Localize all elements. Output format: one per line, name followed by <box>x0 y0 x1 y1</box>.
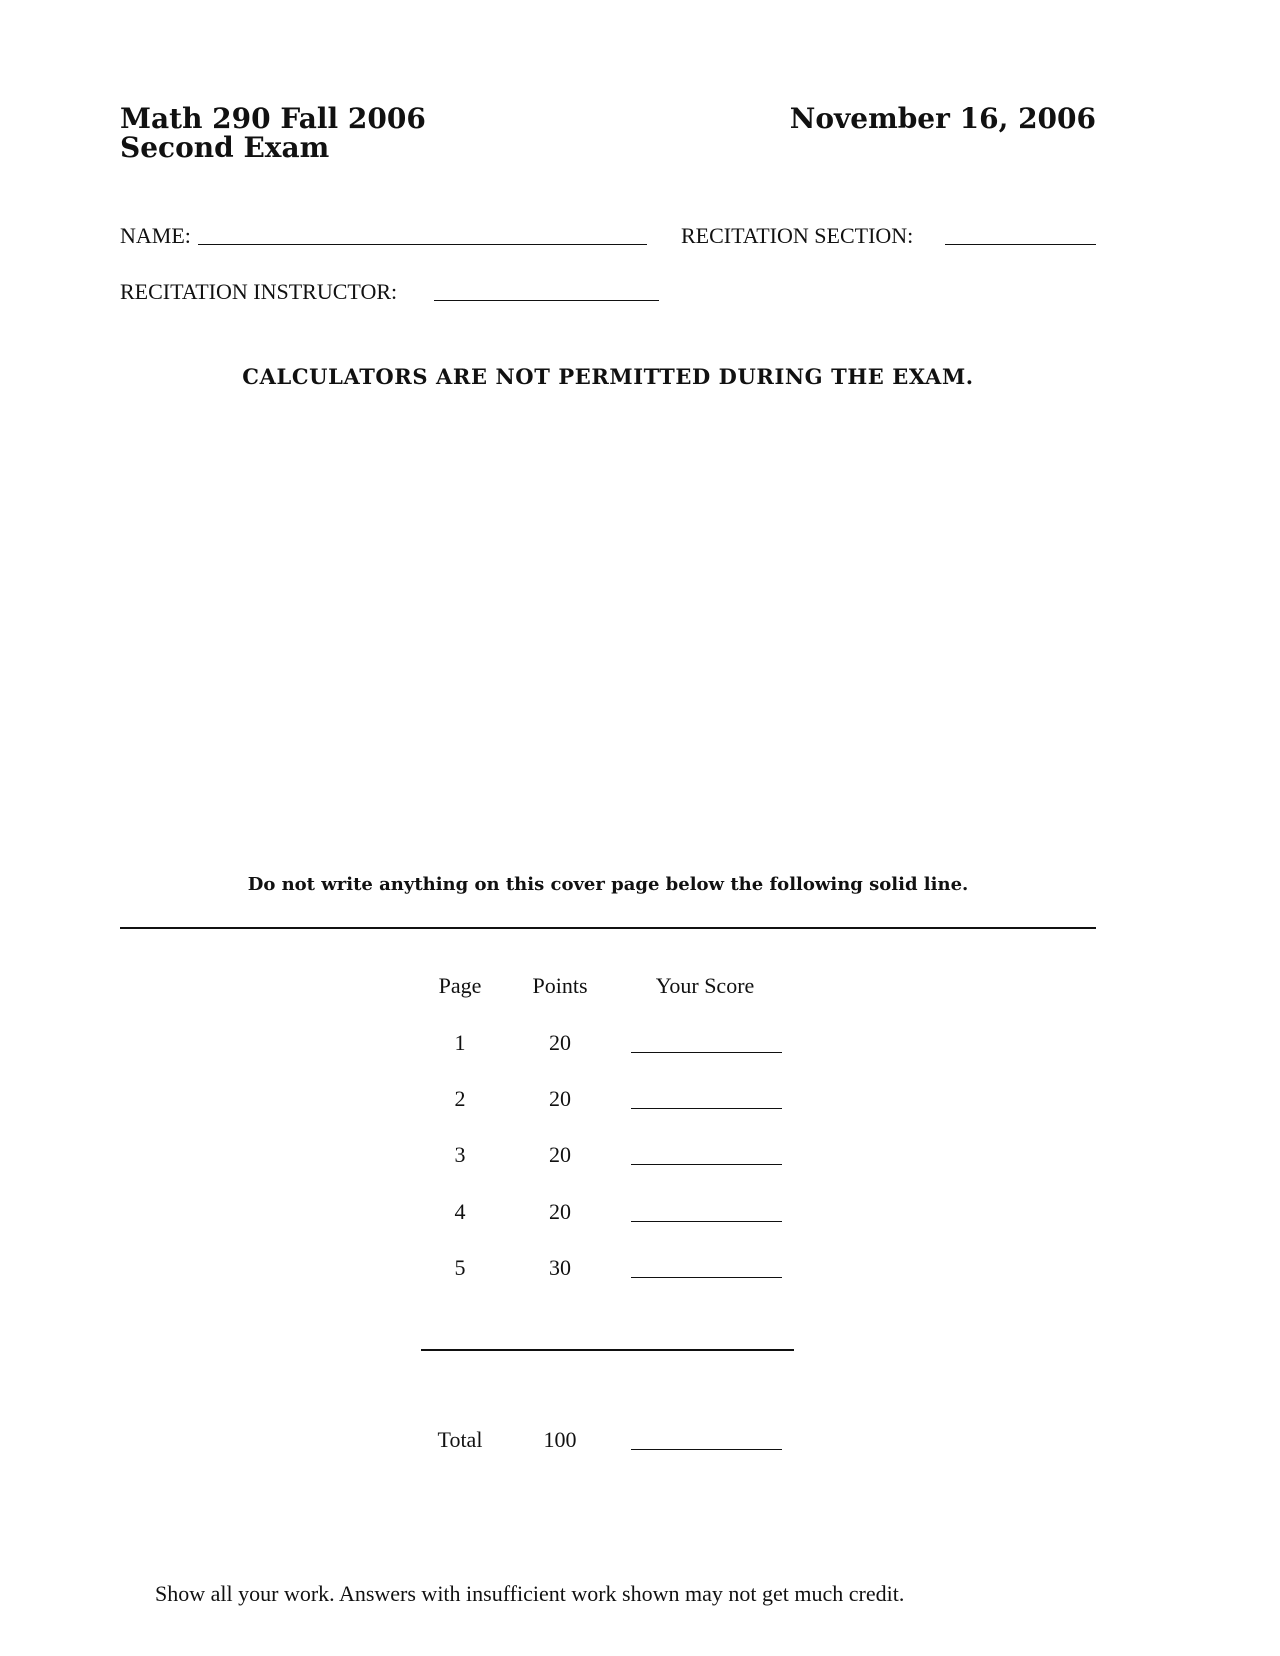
total-points: 100 <box>543 1427 577 1452</box>
table-row-points: 20 <box>549 1086 571 1111</box>
instructor-label: RECITATION INSTRUCTOR: <box>120 279 398 304</box>
section-field-line[interactable] <box>945 244 1096 245</box>
instructor-field-line[interactable] <box>434 300 659 301</box>
table-row-page: 4 <box>454 1199 466 1224</box>
exam-title: Second Exam <box>120 131 330 164</box>
table-row-page: 2 <box>454 1086 466 1111</box>
name-field-line[interactable] <box>198 244 647 245</box>
score-blank[interactable] <box>631 1164 782 1165</box>
total-score-blank[interactable] <box>631 1449 782 1450</box>
exam-date: November 16, 2006 <box>789 102 1096 135</box>
table-row-points: 20 <box>549 1199 571 1224</box>
footer-instructions: Show all your work. Answers with insufficient work shown may not get much credit. <box>155 1581 905 1606</box>
course-title: Math 290 Fall 2006 <box>120 102 426 135</box>
table-row-points: 20 <box>549 1142 571 1167</box>
cover-notice: Do not write anything on this cover page below the following solid line. <box>247 874 969 895</box>
score-blank[interactable] <box>631 1052 782 1053</box>
score-blank[interactable] <box>631 1221 782 1222</box>
calculator-notice: CALCULATORS ARE NOT PERMITTED DURING THE EXAM. <box>242 364 974 389</box>
total-label: Total <box>437 1427 483 1452</box>
table-header-page: Page <box>438 973 482 998</box>
section-label: RECITATION SECTION: <box>681 223 914 248</box>
score-blank[interactable] <box>631 1277 782 1278</box>
table-row-page: 3 <box>454 1142 466 1167</box>
table-header-points: Points <box>532 973 588 998</box>
cover-divider <box>120 927 1096 929</box>
table-row-points: 30 <box>549 1255 571 1280</box>
table-row-points: 20 <box>549 1030 571 1055</box>
table-row-page: 1 <box>454 1030 466 1055</box>
table-row-page: 5 <box>454 1255 466 1280</box>
score-blank[interactable] <box>631 1108 782 1109</box>
table-divider <box>421 1349 794 1351</box>
name-label: NAME: <box>120 223 191 248</box>
table-header-score: Your Score <box>655 973 755 998</box>
